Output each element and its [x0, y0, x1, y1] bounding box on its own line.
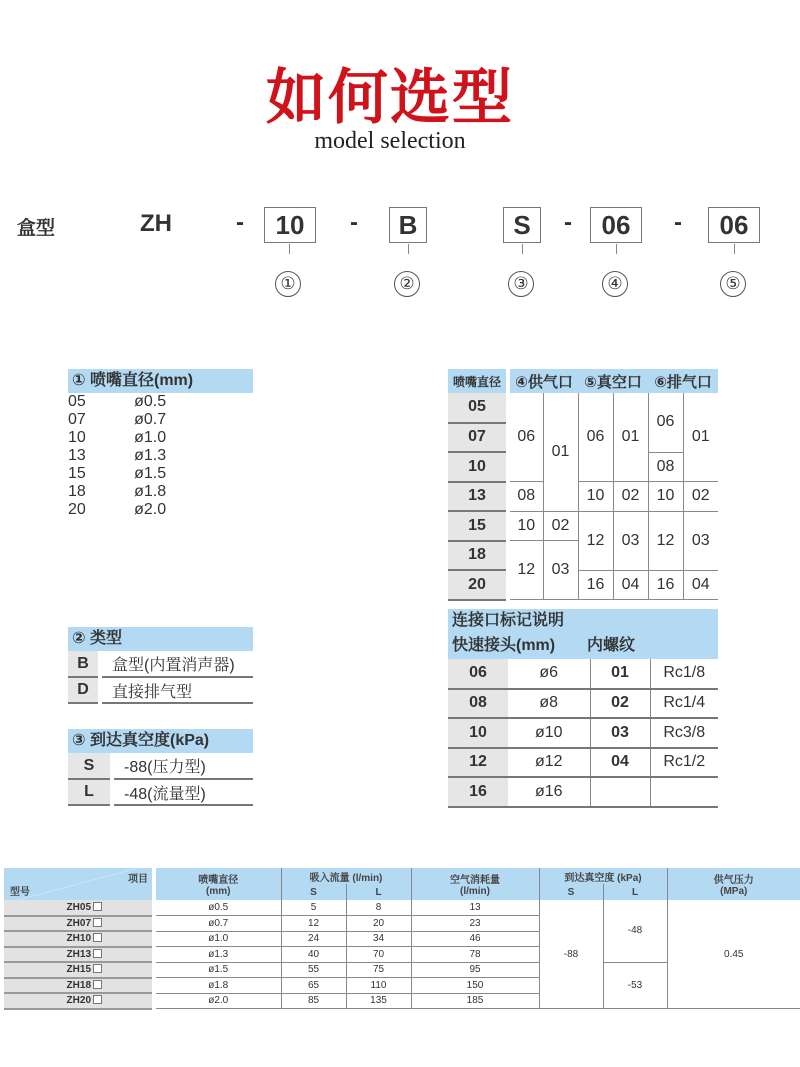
- exhaust-port-size: 10: [648, 482, 683, 512]
- row-code: 05: [68, 393, 86, 410]
- code-dash: -: [674, 209, 682, 236]
- vacuum-table-header: ③ 到达真空度(kPa): [68, 729, 253, 753]
- model-name: ZH10: [66, 933, 91, 945]
- nozzle-cell: ø1.8: [154, 978, 281, 994]
- page-title: 如何选型: [266, 63, 514, 133]
- thread-code: 03: [590, 718, 650, 748]
- nozzle-code: 10: [448, 452, 508, 482]
- air-cell: 185: [411, 993, 539, 1009]
- supply-port-thread: 03: [543, 541, 578, 600]
- air-cell: 95: [411, 962, 539, 978]
- row-value: -48(流量型): [112, 779, 253, 805]
- code-box-supply: 06: [590, 207, 642, 243]
- table-row: [448, 718, 718, 748]
- thread-size: Rc1/8: [650, 659, 718, 689]
- supply-port-size: 06: [508, 393, 543, 482]
- quick-size: ø12: [508, 748, 590, 778]
- model-cell: [4, 900, 154, 916]
- vacuum-port-size: 10: [578, 482, 613, 512]
- col-internal-thread: 内螺纹: [587, 637, 636, 654]
- thread-code: [590, 777, 650, 807]
- nozzle-code: 13: [448, 482, 508, 512]
- model-cell: [4, 947, 154, 963]
- model-cell: [4, 962, 154, 978]
- table-row: [68, 393, 253, 411]
- checkbox-placeholder-icon: [93, 964, 102, 973]
- header-exhaust-port: ⑥排气口: [648, 369, 718, 393]
- vacuum-port-thread: 02: [613, 482, 648, 512]
- thread-size: [650, 777, 718, 807]
- suction-l-cell: 34: [346, 931, 411, 947]
- corner-model-label: 型号: [10, 887, 30, 898]
- code-box-vacuum: S: [503, 207, 541, 243]
- air-cell: 150: [411, 978, 539, 994]
- connection-table-title: 连接口标记说明: [448, 609, 718, 634]
- nozzle-code: 15: [448, 511, 508, 541]
- row-code: S: [68, 753, 112, 779]
- row-code: 13: [68, 447, 86, 464]
- unit: (l/min): [460, 886, 490, 897]
- suction-s-cell: 5: [281, 900, 346, 916]
- row-value: ø0.7: [134, 411, 167, 428]
- model-name: ZH07: [66, 917, 91, 929]
- table-row: [68, 465, 253, 483]
- row-code: 10: [68, 429, 86, 446]
- suction-l-cell: 70: [346, 947, 411, 963]
- code-tick: [734, 244, 735, 254]
- thread-code: 01: [590, 659, 650, 689]
- model-type-label: 盒型: [17, 218, 56, 239]
- code-box-vacuum-port: 06: [708, 207, 760, 243]
- table-row: [448, 777, 718, 807]
- suction-l-cell: 8: [346, 900, 411, 916]
- connection-table: [448, 609, 718, 808]
- checkbox-placeholder-icon: [93, 902, 102, 911]
- port-table: [448, 369, 718, 601]
- vacuum-port-size: 16: [578, 570, 613, 600]
- checkbox-placeholder-icon: [93, 933, 102, 942]
- table-row: [448, 482, 718, 512]
- row-value: ø1.3: [134, 447, 167, 464]
- header-nozzle-diameter: [154, 868, 281, 900]
- row-code: L: [68, 779, 112, 805]
- corner-cell: [4, 868, 154, 900]
- quick-size: ø8: [508, 689, 590, 719]
- vacuum-l-cell: -48: [603, 900, 667, 962]
- model-name: ZH20: [66, 995, 91, 1007]
- air-cell: 78: [411, 947, 539, 963]
- corner-item-label: 项目: [128, 874, 148, 885]
- suction-l-cell: 75: [346, 962, 411, 978]
- table-row: [68, 483, 253, 501]
- air-cell: 13: [411, 900, 539, 916]
- nozzle-code: 07: [448, 423, 508, 453]
- table-row: [68, 447, 253, 465]
- nozzle-cell: ø0.7: [154, 916, 281, 932]
- table-row: [448, 748, 718, 778]
- exhaust-port-thread: 03: [683, 511, 718, 570]
- table-row: [448, 659, 718, 689]
- vacuum-port-thread: 03: [613, 511, 648, 570]
- col-quick-fitting: 快速接头(mm): [452, 637, 556, 654]
- model-name: ZH15: [66, 964, 91, 976]
- type-table-header: ② 类型: [68, 627, 253, 651]
- model-prefix: ZH: [140, 210, 172, 237]
- vacuum-port-thread: 04: [613, 570, 648, 600]
- code-dash: -: [564, 209, 572, 236]
- spec-header-row: [4, 868, 800, 884]
- row-value: ø2.0: [134, 501, 167, 518]
- table-row: [448, 689, 718, 719]
- vacuum-port-size: 06: [578, 393, 613, 482]
- port-table-header: [448, 369, 718, 393]
- marker-5: ⑤: [720, 271, 746, 297]
- table-row: [68, 779, 253, 805]
- quick-code: 06: [448, 659, 508, 689]
- code-tick: [522, 244, 523, 254]
- exhaust-port-size: 08: [648, 452, 683, 482]
- vacuum-l-cell: -53: [603, 962, 667, 1009]
- model-cell: [4, 978, 154, 994]
- nozzle-diameter-table: [68, 369, 253, 519]
- thread-size: Rc1/2: [650, 748, 718, 778]
- label: 喷嘴直径: [198, 875, 239, 886]
- connection-table-subheader: [448, 634, 718, 659]
- checkbox-placeholder-icon: [93, 995, 102, 1004]
- nozzle-cell: ø1.5: [154, 962, 281, 978]
- checkbox-placeholder-icon: [93, 918, 102, 927]
- nozzle-cell: ø0.5: [154, 900, 281, 916]
- nozzle-code: 05: [448, 393, 508, 423]
- header-suction-s: S: [281, 884, 346, 900]
- row-value: 直接排气型: [100, 677, 253, 703]
- table-row: [68, 753, 253, 779]
- header-nozzle: 喷嘴直径: [448, 369, 508, 393]
- thread-size: Rc3/8: [650, 718, 718, 748]
- unit: (MPa): [720, 886, 748, 897]
- supply-port-thread: 01: [543, 393, 578, 511]
- quick-size: ø10: [508, 718, 590, 748]
- marker-1: ①: [275, 271, 301, 297]
- table-row: [448, 511, 718, 541]
- header-air-consumption: [411, 868, 539, 900]
- row-value: ø1.8: [134, 483, 167, 500]
- label: 空气消耗量: [450, 875, 500, 886]
- supply-port-size: 08: [508, 482, 543, 512]
- header-vac-s: S: [539, 884, 603, 900]
- model-cell: [4, 931, 154, 947]
- row-value: 盒型(内置消声器): [100, 651, 253, 677]
- marker-2: ②: [394, 271, 420, 297]
- quick-size: ø6: [508, 659, 590, 689]
- model-name: ZH05: [66, 901, 91, 913]
- exhaust-port-size: 16: [648, 570, 683, 600]
- unit: (mm): [206, 886, 231, 897]
- thread-code: 04: [590, 748, 650, 778]
- suction-s-cell: 85: [281, 993, 346, 1009]
- quick-code: 10: [448, 718, 508, 748]
- row-value: ø1.0: [134, 429, 167, 446]
- exhaust-port-size: 12: [648, 511, 683, 570]
- vacuum-s-cell: -88: [539, 900, 603, 1009]
- thread-size: Rc1/4: [650, 689, 718, 719]
- model-name: ZH18: [66, 979, 91, 991]
- quick-code: 12: [448, 748, 508, 778]
- table-row: [4, 900, 800, 916]
- exhaust-port-thread: 01: [683, 393, 718, 482]
- nozzle-cell: ø2.0: [154, 993, 281, 1009]
- code-box-nozzle: 10: [264, 207, 316, 243]
- quick-size: ø16: [508, 777, 590, 807]
- row-code: 20: [68, 501, 86, 518]
- supply-pressure-cell: 0.45: [667, 900, 800, 1009]
- marker-3: ③: [508, 271, 534, 297]
- thread-code: 02: [590, 689, 650, 719]
- suction-s-cell: 40: [281, 947, 346, 963]
- vacuum-level-table: [68, 729, 253, 806]
- header-vacuum-level: 到达真空度 (kPa): [539, 868, 667, 884]
- code-dash: -: [236, 209, 244, 236]
- model-name: ZH13: [66, 948, 91, 960]
- vacuum-port-thread: 01: [613, 393, 648, 482]
- suction-s-cell: 65: [281, 978, 346, 994]
- model-cell: [4, 993, 154, 1009]
- exhaust-port-thread: 02: [683, 482, 718, 512]
- type-table: [68, 627, 253, 704]
- suction-s-cell: 55: [281, 962, 346, 978]
- row-code: B: [68, 651, 100, 677]
- nozzle-code: 20: [448, 570, 508, 600]
- suction-s-cell: 12: [281, 916, 346, 932]
- nozzle-code: 18: [448, 541, 508, 571]
- checkbox-placeholder-icon: [93, 949, 102, 958]
- header-suction-flow: 吸入流量 (l/min): [281, 868, 411, 884]
- row-value: ø0.5: [134, 393, 167, 410]
- table-row: [68, 429, 253, 447]
- supply-port-size: 10: [508, 511, 543, 541]
- table-row: [68, 501, 253, 519]
- row-value: ø1.5: [134, 465, 167, 482]
- code-tick: [289, 244, 290, 254]
- page-subtitle: model selection: [314, 128, 466, 154]
- quick-code: 16: [448, 777, 508, 807]
- header-supply-port: ④供气口: [508, 369, 578, 393]
- row-value: -88(压力型): [112, 753, 253, 779]
- row-code: D: [68, 677, 100, 703]
- suction-s-cell: 24: [281, 931, 346, 947]
- quick-code: 08: [448, 689, 508, 719]
- checkbox-placeholder-icon: [93, 980, 102, 989]
- air-cell: 23: [411, 916, 539, 932]
- marker-4: ④: [602, 271, 628, 297]
- exhaust-port-size: 06: [648, 393, 683, 452]
- row-code: 07: [68, 411, 86, 428]
- exhaust-port-thread: 04: [683, 570, 718, 600]
- code-tick: [408, 244, 409, 254]
- header-vac-l: L: [603, 884, 667, 900]
- supply-port-thread: 02: [543, 511, 578, 541]
- suction-l-cell: 20: [346, 916, 411, 932]
- table-row: [68, 677, 253, 703]
- air-cell: 46: [411, 931, 539, 947]
- supply-port-size: 12: [508, 541, 543, 600]
- spec-table: [4, 868, 800, 1010]
- suction-l-cell: 110: [346, 978, 411, 994]
- code-dash: -: [350, 209, 358, 236]
- row-code: 15: [68, 465, 86, 482]
- row-code: 18: [68, 483, 86, 500]
- nozzle-table-header: ① 喷嘴直径(mm): [68, 369, 253, 393]
- vacuum-port-size: 12: [578, 511, 613, 570]
- header-supply-pressure: [667, 868, 800, 900]
- nozzle-cell: ø1.0: [154, 931, 281, 947]
- table-row: [68, 411, 253, 429]
- table-row: [448, 570, 718, 600]
- table-row: [448, 393, 718, 423]
- table-row: [68, 651, 253, 677]
- code-box-type: B: [389, 207, 427, 243]
- model-cell: [4, 916, 154, 932]
- header-vacuum-port: ⑤真空口: [578, 369, 648, 393]
- nozzle-cell: ø1.3: [154, 947, 281, 963]
- code-tick: [616, 244, 617, 254]
- header-suction-l: L: [346, 884, 411, 900]
- suction-l-cell: 135: [346, 993, 411, 1009]
- label: 供气压力: [713, 875, 754, 886]
